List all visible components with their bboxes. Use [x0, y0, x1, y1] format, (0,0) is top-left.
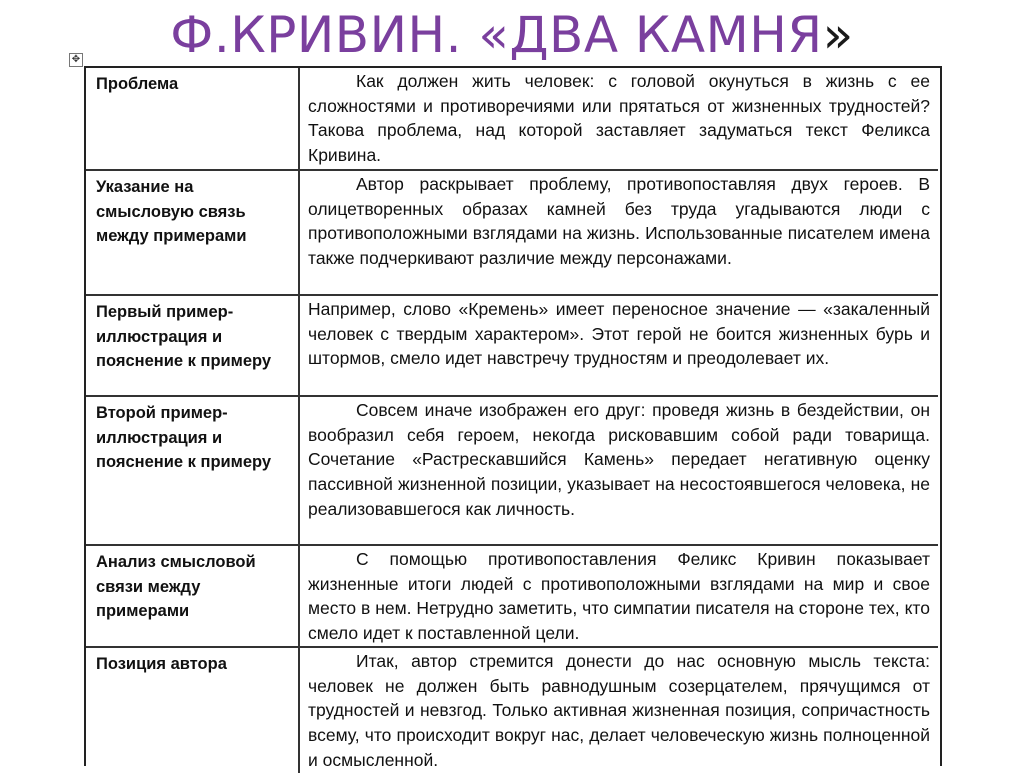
row-label: Первый пример-иллюстрация и пояснение к примеру [86, 295, 299, 396]
row-text-cell [299, 396, 938, 545]
table-move-handle-icon[interactable]: ✥ [69, 53, 83, 67]
slide-title-closing-quote: » [822, 6, 854, 64]
row-label: Проблема [86, 68, 299, 170]
table-row [86, 68, 938, 170]
row-text-cell [299, 68, 938, 170]
table-row [86, 295, 938, 396]
table-row [86, 396, 938, 545]
row-text: Совсем иначе изображен его друг: проведя жизнь в бездействии, он вообразил себя героем, некогда рисковавшим собой ради товарища. Сочетание «Растрескавшийся Камень» передает негативную оценку пассивной жизненной позиции, указывает на несостоявшегося человека, не реализовавшегося как личность. [308, 400, 930, 519]
row-text: Как должен жить человек: с головой окунуться в жизнь с ее сложностями и противоречиями или прятаться от жизненных трудностей? Такова проблема, над которой заставляет задуматься текст Феликса Кривина. [308, 71, 930, 166]
row-label: Второй пример-иллюстрация и пояснение к примеру [86, 396, 299, 545]
essay-plan-table [86, 68, 938, 773]
slide-title [0, 6, 1024, 64]
table-row [86, 545, 938, 647]
row-text: С помощью противопоставления Феликс Кривин показывает жизненные итоги людей с противоположными взглядами на мир и свое место в нем. Нетрудно заметить, что симпатии писателя на стороне тех, кто смело идет к поставленной цели. [308, 549, 930, 644]
table-row [86, 647, 938, 773]
row-text-cell [299, 647, 938, 773]
row-text-cell [299, 295, 938, 396]
row-label: Указание на смысловую связь между примерами [86, 170, 299, 295]
row-text: Например, слово «Кремень» имеет переносное значение — «закаленный человек с твердым характером». Этот герой не боится жизненных бурь и штормов, смело идет навстречу трудностям и преодолевает их. [308, 299, 930, 369]
slide-title-text: Ф.КРИВИН. «ДВА КАМНЯ [170, 6, 823, 64]
table-row [86, 170, 938, 295]
row-text: Автор раскрывает проблему, противопоставляя двух героев. В олицетворенных образах камней без труда угадываются люди с противоположными взглядами на жизнь. Использованные писателем имена также подчеркивают различие между персонажами. [308, 174, 930, 269]
row-label: Анализ смысловой связи между примерами [86, 545, 299, 647]
row-text-cell [299, 170, 938, 295]
row-text: Итак, автор стремится донести до нас основную мысль текста: человек не должен быть равнодушным созерцателем, прячущимся от трудностей и невзгод. Только активная жизненная позиция, сопричастность всему, что происходит вокруг нас, делает человеческую жизнь полноценной и осмысленной. [308, 651, 930, 770]
row-text-cell [299, 545, 938, 647]
row-label: Позиция автора [86, 647, 299, 773]
